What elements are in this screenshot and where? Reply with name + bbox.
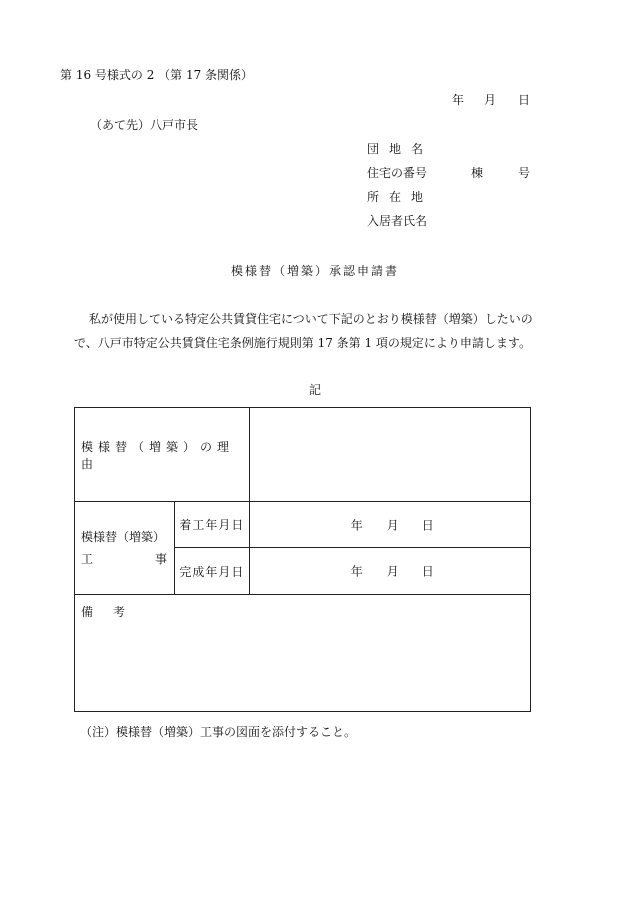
end-date-label: 完成年月日	[174, 548, 249, 595]
address-label: 所在地	[367, 190, 434, 204]
reason-label: 模様替（増築）の理由	[75, 408, 250, 502]
building-label: 棟	[471, 166, 484, 180]
start-date-label: 着工年月日	[174, 502, 249, 548]
start-date-day: 日	[421, 518, 434, 532]
end-date-year: 年	[350, 564, 363, 579]
notes-row	[75, 595, 531, 712]
work-label-line2	[81, 548, 167, 570]
start-date-year: 年	[350, 518, 363, 532]
date-year-label: 年	[452, 93, 465, 107]
addressee: （あて先）八戸市長	[90, 118, 199, 132]
work-label	[75, 502, 175, 595]
start-date-field[interactable]	[249, 502, 530, 548]
date-day-label: 日	[518, 93, 531, 107]
resident-name-label: 入居者氏名	[367, 214, 428, 228]
start-date-month: 月	[386, 518, 399, 532]
work-label-char2: 事	[154, 552, 167, 566]
footnote: （注）模様替（増築）工事の図面を添付すること。	[80, 725, 357, 739]
document-title: 模様替（増築）承認申請書	[230, 264, 399, 278]
house-number-label: 住宅の番号	[367, 166, 428, 180]
notes-label: 備考	[81, 605, 146, 619]
work-label-line1: 模様替（増築）	[81, 530, 166, 544]
reason-row	[75, 408, 531, 502]
work-label-char1: 工	[81, 552, 94, 566]
notes-field[interactable]	[75, 595, 531, 712]
body-text: 私が使用している特定公共賃貸住宅について下記のとおり模様替（増築）したいので、八戸市特定公共賃貸住宅条例施行規則第 17 条第 1 項の規定により申請します。	[74, 312, 533, 350]
application-table	[74, 407, 531, 712]
complex-name-label: 団地名	[367, 142, 434, 156]
unit-label: 号	[518, 166, 531, 180]
start-date-row	[75, 502, 531, 548]
end-date-month: 月	[386, 564, 399, 579]
end-date-field[interactable]	[249, 548, 530, 595]
ki-heading: 記	[308, 383, 321, 397]
reason-field[interactable]	[249, 408, 530, 502]
end-date-day: 日	[421, 564, 434, 579]
form-number: 第 16 号様式の 2 （第 17 条関係）	[60, 68, 254, 82]
date-month-label: 月	[484, 93, 497, 107]
